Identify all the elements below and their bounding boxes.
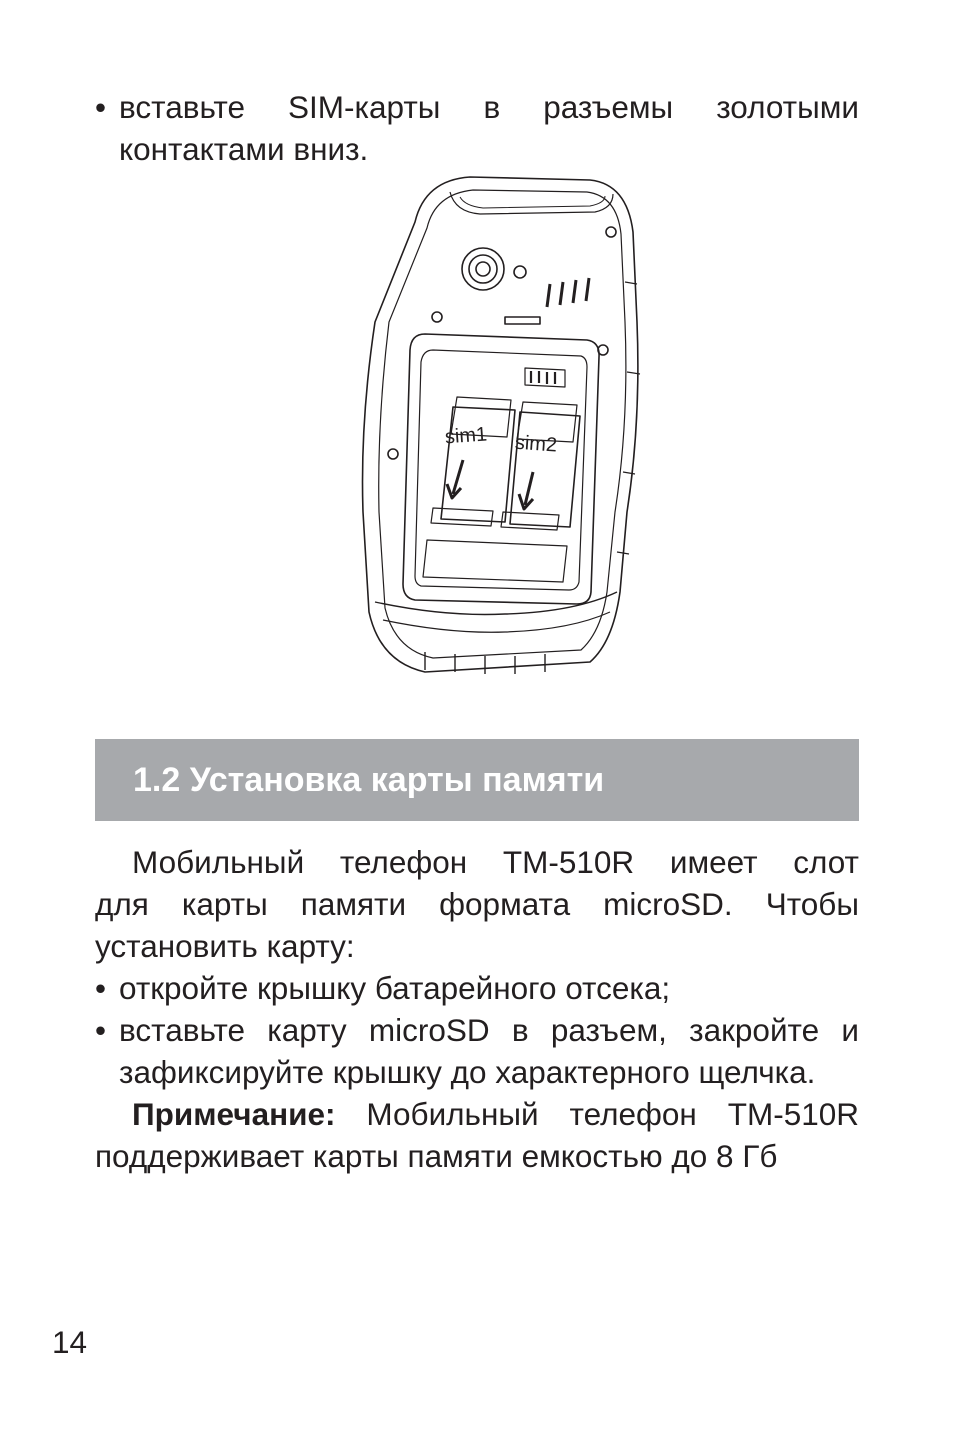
paragraph-line: Мобильный телефон TM-510R имеет слот (132, 844, 859, 880)
bottom-tray (423, 540, 567, 582)
note-label: Примечание: (132, 1096, 336, 1132)
screw (432, 312, 442, 322)
bullet-sim-line2: контактами вниз. (119, 131, 369, 167)
phone-bottom-bumper-inner (383, 612, 610, 632)
phone-top-cap (450, 192, 613, 214)
section-title: 1.2 Установка карты памяти (133, 761, 605, 799)
bullet-insert-sim (95, 86, 859, 170)
camera-lens-mid (469, 255, 497, 283)
bullet-dot: • (95, 89, 107, 125)
sim2-slot (510, 412, 580, 527)
screw (606, 227, 616, 237)
battery-compartment-outer (403, 334, 599, 604)
bullet-open-cover (95, 967, 859, 1009)
phone-sim-slots-illustration (355, 172, 645, 682)
bullet-line: зафиксируйте крышку до характерного щелчка. (119, 1054, 816, 1090)
bullet-dot: • (95, 970, 107, 1006)
section-header-bar (95, 739, 859, 821)
bullet-dot: • (95, 1012, 107, 1048)
note-paragraph (95, 1093, 859, 1177)
bullet-line: откройте крышку батарейного отсека; (119, 970, 671, 1006)
paragraph-line: установить карту: (95, 928, 355, 964)
page-number: 14 (52, 1324, 88, 1360)
contact-pins (531, 371, 555, 384)
sim1-label: sim1 (444, 423, 488, 449)
cover-clip (505, 317, 540, 324)
camera-flash (514, 266, 526, 278)
battery-compartment-inner (415, 350, 587, 590)
speaker-grill (547, 278, 589, 307)
note-text: Мобильный телефон TM-510R (335, 1096, 859, 1132)
bullet-line: вставьте карту microSD в разъем, закройте и (119, 1012, 859, 1048)
paragraph-line: для карты памяти формата microSD. Чтобы (95, 886, 859, 922)
bullet-insert-microsd (95, 1009, 859, 1093)
sim1-connector (431, 508, 493, 526)
bullet-sim-line1: вставьте SIM-карты в разъемы золотыми (119, 89, 859, 125)
intro-paragraph (95, 841, 859, 967)
screw (388, 449, 398, 459)
camera-lens-inner (476, 262, 490, 276)
phone-top-cap-inner (460, 196, 605, 208)
note-line: поддерживает карты памяти емкостью до 8 Гб (95, 1138, 778, 1174)
sim2-label: sim2 (514, 431, 558, 457)
